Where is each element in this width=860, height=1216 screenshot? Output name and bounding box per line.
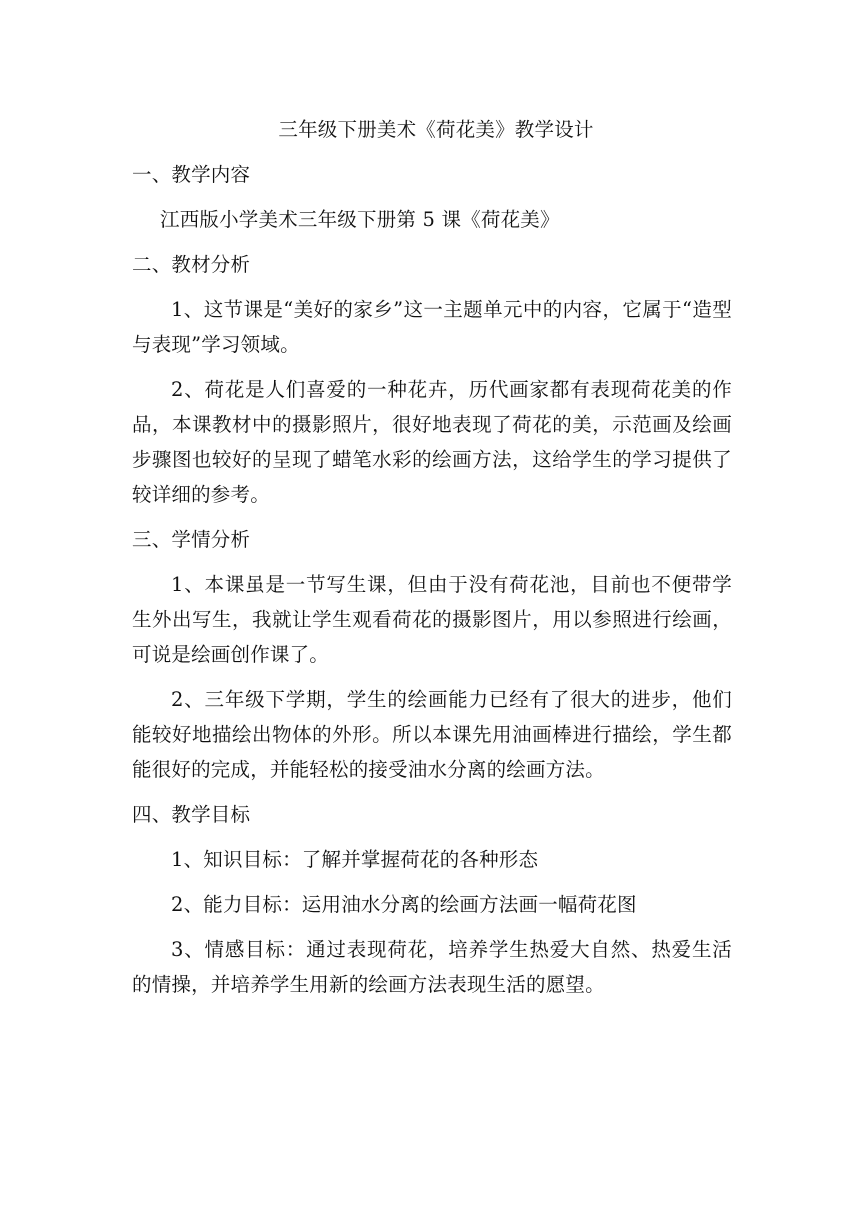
paragraph-student-analysis-2: 2、三年级下学期，学生的绘画能力已经有了很大的进步，他们能较好地描绘出物体的外形。所以本课先用油画棒进行描绘，学生都能很好的完成，并能轻松的接受油水分离的绘画方法。 [132,688,732,781]
paragraph-student-analysis-1: 1、本课虽是一节写生课，但由于没有荷花池，目前也不便带学生外出写生，我就让学生观看荷花的摄影图片，用以参照进行绘画，可说是绘画创作课了。 [132,573,732,666]
paragraph-textbook-lesson: 江西版小学美术三年级下册第 5 课《荷花美》 [160,208,560,231]
document-body [132,112,732,1012]
paragraph-goal-emotion: 3、情感目标：通过表现荷花，培养学生热爱大自然、热爱生活的情操，并培养学生用新的绘画方法表现生活的愿望。 [132,938,732,996]
paragraph-material-analysis-1: 1、这节课是“美好的家乡”这一主题单元中的内容，它属于“造型与表现”学习领域。 [132,298,732,356]
paragraph-goal-ability: 2、能力目标：运用油水分离的绘画方法画一幅荷花图 [171,893,637,916]
section-heading-teaching-content: 一、教学内容 [132,163,251,186]
document-title: 三年级下册美术《荷花美》教学设计 [278,118,594,141]
section-heading-student-analysis: 三、学情分析 [132,528,251,551]
paragraph-material-analysis-2: 2、荷花是人们喜爱的一种花卉，历代画家都有表现荷花美的作品，本课教材中的摄影照片，很好地表现了荷花的美，示范画及绘画步骤图也较好的呈现了蜡笔水彩的绘画方法，这给学生的学习提供了较详细的参考。 [132,378,732,506]
paragraph-goal-knowledge: 1、知识目标：了解并掌握荷花的各种形态 [171,848,539,871]
section-heading-material-analysis: 二、教材分析 [132,253,251,276]
section-heading-teaching-goals: 四、教学目标 [132,803,251,826]
